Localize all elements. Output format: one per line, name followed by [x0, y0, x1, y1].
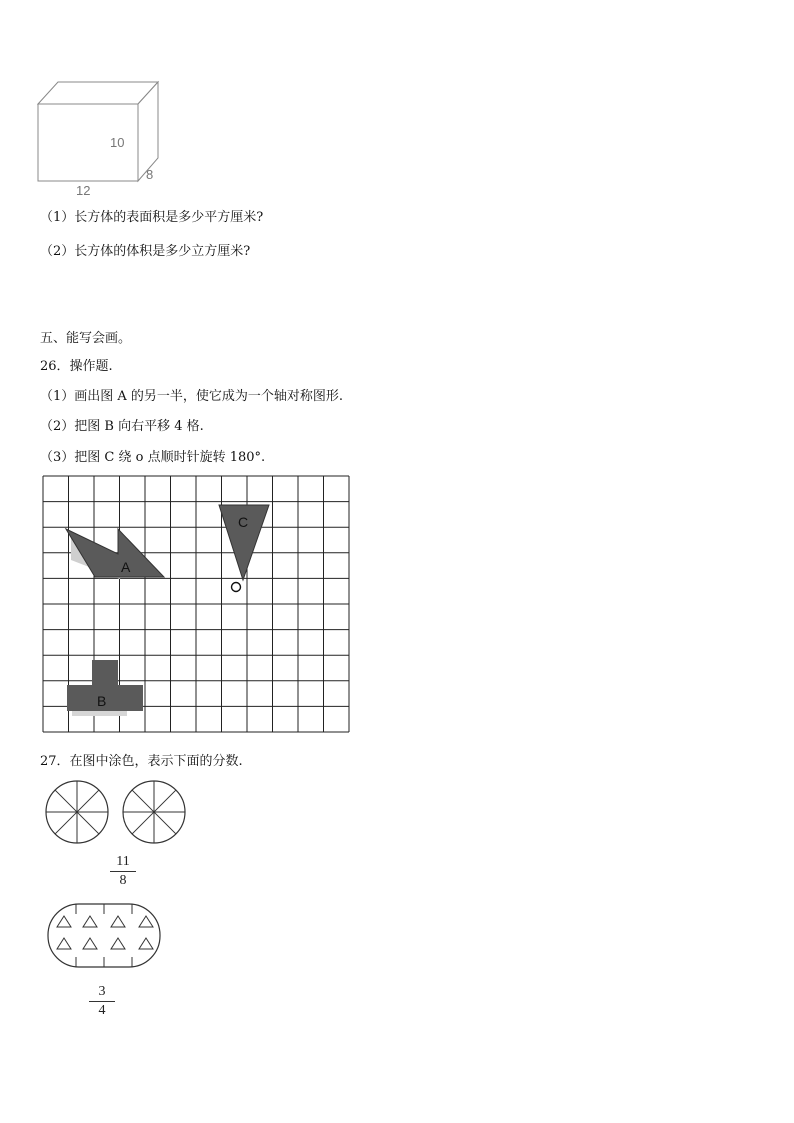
fraction-denominator: 4 — [98, 1003, 106, 1018]
fraction-11-8 — [108, 854, 138, 889]
section-heading: 五、能写会画。 — [40, 331, 132, 346]
transformation-grid — [40, 473, 356, 741]
cuboid-width-label: 8 — [146, 167, 154, 182]
shape-a-label: A — [121, 559, 131, 575]
cuboid-figure — [30, 78, 170, 200]
cuboid-height-label: 10 — [110, 135, 125, 150]
fraction-circles — [40, 778, 200, 848]
fraction-denominator: 8 — [119, 873, 127, 888]
cuboid-length-label: 12 — [76, 183, 91, 198]
q26-item-3: （3）把图 C 绕 o 点顺时针旋转 180°. — [40, 450, 266, 465]
question-surface-area: （1）长方体的表面积是多少平方厘米? — [40, 210, 264, 225]
fraction-numerator: 11 — [116, 854, 130, 869]
rotation-point-o — [232, 583, 241, 592]
shape-b-label: B — [97, 693, 107, 709]
question-volume: （2）长方体的体积是多少立方厘米? — [40, 244, 251, 259]
q26-title: 26．操作题. — [40, 359, 113, 374]
q26-item-2: （2）把图 B 向右平移 4 格. — [40, 419, 204, 434]
q27-title: 27．在图中涂色，表示下面的分数. — [40, 754, 243, 769]
q26-item-1: （1）画出图 A 的另一半，使它成为一个轴对称图形. — [40, 389, 344, 404]
circle-right — [123, 781, 185, 843]
circle-left — [46, 781, 108, 843]
fraction-numerator: 3 — [98, 984, 106, 999]
triangle-capsule — [46, 900, 164, 972]
shape-c-label: C — [238, 514, 249, 530]
fraction-3-4 — [87, 984, 117, 1019]
